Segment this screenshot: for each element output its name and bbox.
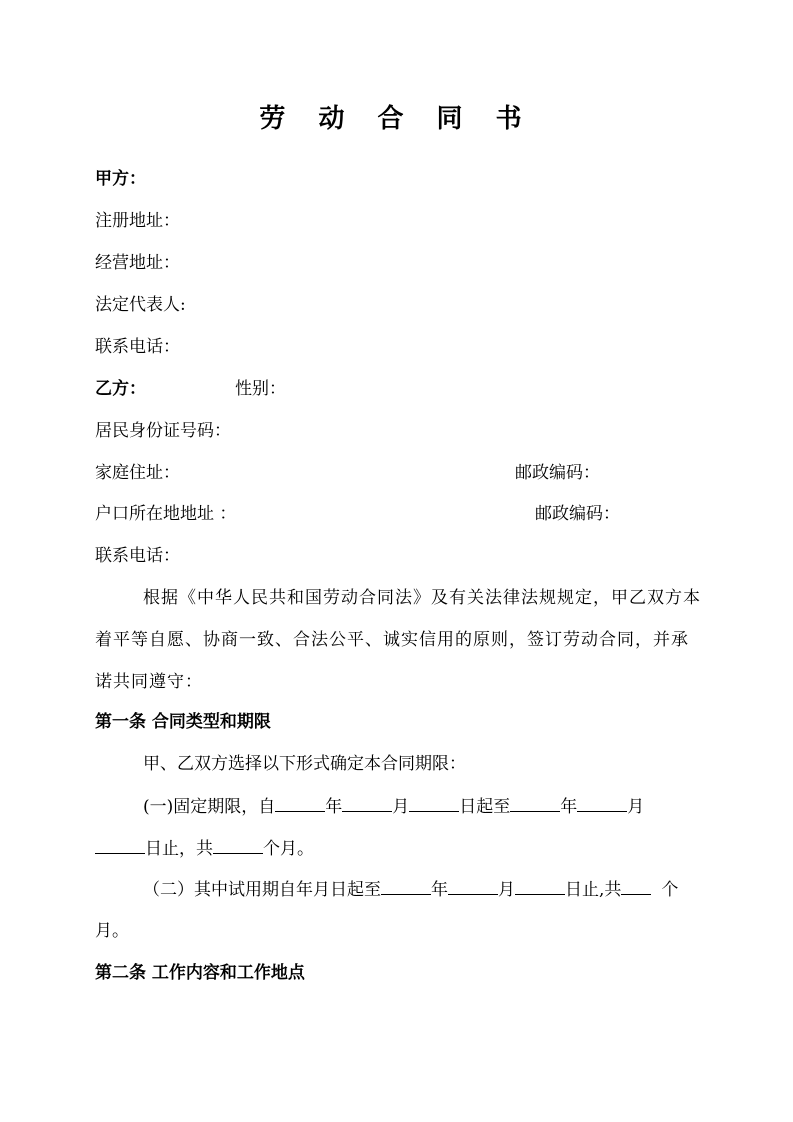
article1-heading: 第一条 合同类型和期限 [95, 712, 271, 732]
probation-day-blank[interactable] [515, 878, 565, 895]
probation-total-blank[interactable] [621, 878, 651, 895]
probation-year-label: 年 [431, 880, 448, 900]
month-label: 月 [392, 797, 410, 817]
day-from-label: 日起至 [459, 797, 511, 817]
fixed-term-line-2 [95, 837, 314, 860]
months-label: 个月。 [263, 839, 314, 859]
month2-label: 月 [627, 797, 645, 817]
total-months-blank[interactable] [213, 837, 263, 854]
start-day-blank[interactable] [409, 795, 459, 812]
business-address-label: 经营地址： [95, 253, 180, 273]
intro-paragraph: 根据《中华人民共和国劳动合同法》及有关法律法规规定，甲乙双方本着平等自愿、协商一致、合法公平、诚实信用的原则，签订劳动合同，并承诺共同遵守： [95, 588, 701, 692]
day-to-label: 日止，共 [145, 839, 213, 859]
start-year-blank[interactable] [275, 795, 325, 812]
hukou-address-label: 户口所在地地址 ： [95, 504, 237, 524]
home-address-label: 家庭住址： [95, 463, 180, 483]
year2-label: 年 [560, 797, 578, 817]
probation-month-label: 月 [498, 880, 515, 900]
legal-rep-label: 法定代表人: [95, 295, 186, 315]
year-label: 年 [325, 797, 343, 817]
end-month-blank[interactable] [577, 795, 627, 812]
registered-address-label: 注册地址： [95, 211, 180, 231]
party-b-phone-label: 联系电话： [95, 546, 180, 566]
postcode-label-2: 邮政编码： [535, 504, 620, 524]
postcode-label-1: 邮政编码： [515, 463, 600, 483]
document-title: 劳 动 合 同 书 [259, 104, 534, 134]
probation-day-to-label: 日止,共 [565, 880, 622, 900]
gender-label: 性别： [235, 379, 286, 399]
id-number-label: 居民身份证号码： [95, 421, 231, 441]
start-month-blank[interactable] [342, 795, 392, 812]
probation-prefix: （二）其中试用期自年月日起至 [143, 880, 381, 900]
probation-months-a: 个 [661, 880, 679, 900]
fixed-term-prefix: (一)固定期限，自 [143, 797, 276, 817]
probation-line [143, 878, 678, 901]
party-a-label: 甲方： [95, 169, 146, 189]
probation-months-b: 月。 [95, 921, 129, 941]
end-day-blank[interactable] [95, 837, 145, 854]
end-year-blank[interactable] [510, 795, 560, 812]
article1-text: 甲、乙双方选择以下形式确定本合同期限： [143, 754, 466, 774]
article2-heading: 第二条 工作内容和工作地点 [95, 963, 305, 983]
probation-month-blank[interactable] [448, 878, 498, 895]
party-a-phone-label: 联系电话： [95, 337, 180, 357]
fixed-term-line [143, 795, 644, 818]
party-b-label: 乙方： [95, 379, 146, 399]
probation-year-blank[interactable] [381, 878, 431, 895]
